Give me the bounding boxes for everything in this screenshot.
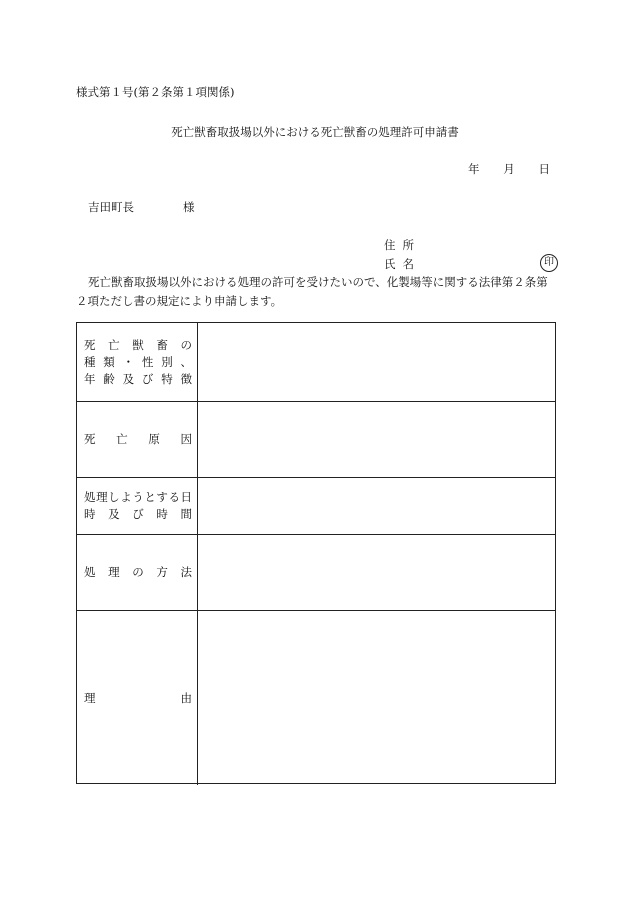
table-row-reason bbox=[77, 611, 555, 785]
label-char: 由 bbox=[180, 690, 192, 705]
field-animal-details[interactable] bbox=[198, 323, 555, 401]
label-char: 日 bbox=[180, 490, 192, 504]
label-char: 因 bbox=[180, 432, 192, 446]
field-processing-method[interactable] bbox=[198, 535, 555, 610]
addressee-honorific: 様 bbox=[183, 200, 195, 214]
label-char: と bbox=[144, 490, 156, 504]
field-cause-of-death[interactable] bbox=[198, 402, 555, 477]
table-row-animal-details bbox=[77, 323, 555, 402]
label-char: 特 bbox=[161, 371, 173, 386]
label-char: 原 bbox=[148, 432, 160, 446]
table-row-cause-of-death bbox=[77, 402, 555, 478]
label-char: 方 bbox=[156, 565, 168, 579]
label-char: 亡 bbox=[108, 337, 120, 352]
label-reason bbox=[77, 611, 198, 785]
label-char: 及 bbox=[108, 507, 120, 521]
label-char: し bbox=[108, 490, 120, 504]
label-line bbox=[84, 489, 192, 506]
seal-glyph: 印 bbox=[544, 257, 554, 268]
application-statement bbox=[76, 273, 552, 311]
label-line bbox=[84, 564, 192, 581]
label-char: 法 bbox=[180, 565, 192, 579]
label-char: 、 bbox=[180, 354, 192, 369]
label-line bbox=[84, 354, 192, 371]
table-row-processing-datetime bbox=[77, 478, 555, 535]
label-char: の bbox=[132, 565, 144, 579]
label-processing-datetime bbox=[77, 478, 198, 534]
table-row-processing-method bbox=[77, 535, 555, 611]
label-char: 時 bbox=[84, 507, 96, 521]
label-char: ・ bbox=[122, 354, 135, 369]
label-char: す bbox=[156, 490, 168, 504]
label-char: よ bbox=[120, 490, 132, 504]
label-line bbox=[84, 690, 192, 707]
date-month-label: 月 bbox=[503, 162, 515, 176]
label-char: 理 bbox=[84, 690, 96, 705]
label-char: 性 bbox=[141, 354, 154, 369]
seal-mark bbox=[540, 254, 558, 272]
label-char: 時 bbox=[156, 507, 168, 521]
label-cause-of-death bbox=[77, 402, 198, 477]
label-line bbox=[84, 506, 192, 523]
label-char: び bbox=[141, 371, 154, 386]
label-char: 間 bbox=[180, 507, 192, 521]
addressee-name: 吉田町長 bbox=[88, 200, 134, 214]
label-char: 死 bbox=[84, 337, 96, 352]
label-char: 処 bbox=[84, 490, 96, 504]
label-line bbox=[84, 431, 192, 448]
label-char: び bbox=[132, 507, 144, 521]
date-year-label: 年 bbox=[468, 162, 480, 176]
label-char: 類 bbox=[103, 354, 115, 369]
label-char: 死 bbox=[84, 432, 96, 446]
label-char: る bbox=[168, 490, 180, 504]
date-row bbox=[468, 161, 550, 177]
label-char: 処 bbox=[84, 565, 96, 579]
applicant-name-label: 氏名 bbox=[384, 257, 421, 271]
label-char: 亡 bbox=[116, 432, 128, 446]
label-char: 獣 bbox=[132, 337, 144, 352]
label-char: 年 bbox=[84, 371, 96, 386]
field-processing-datetime[interactable] bbox=[198, 478, 555, 534]
label-line bbox=[84, 371, 192, 388]
label-char: の bbox=[180, 337, 192, 352]
label-char: 畜 bbox=[156, 337, 168, 352]
label-animal-details bbox=[77, 323, 198, 401]
application-statement-text: 死亡獣畜取扱場以外における処理の許可を受けたいので、化製場等に関する法律第２条第２項ただし書の規定により申請します。 bbox=[76, 275, 548, 308]
label-char: う bbox=[132, 490, 144, 504]
applicant-address-label: 住所 bbox=[384, 238, 421, 252]
label-char: 種 bbox=[84, 354, 96, 369]
document-title: 死亡獣畜取扱場以外における死亡獣畜の処理許可申請書 bbox=[171, 125, 459, 139]
label-char: 理 bbox=[108, 565, 120, 579]
label-char: 徴 bbox=[180, 371, 192, 386]
form-number: 様式第１号(第２条第１項関係) bbox=[76, 85, 235, 99]
label-line bbox=[84, 337, 192, 354]
field-reason[interactable] bbox=[198, 611, 555, 785]
label-char: 別 bbox=[161, 354, 173, 369]
label-char: 理 bbox=[96, 490, 108, 504]
label-processing-method bbox=[77, 535, 198, 610]
label-char: 齢 bbox=[103, 371, 115, 386]
date-day-label: 日 bbox=[538, 162, 550, 176]
label-char: 及 bbox=[122, 371, 135, 386]
application-table bbox=[76, 322, 556, 784]
